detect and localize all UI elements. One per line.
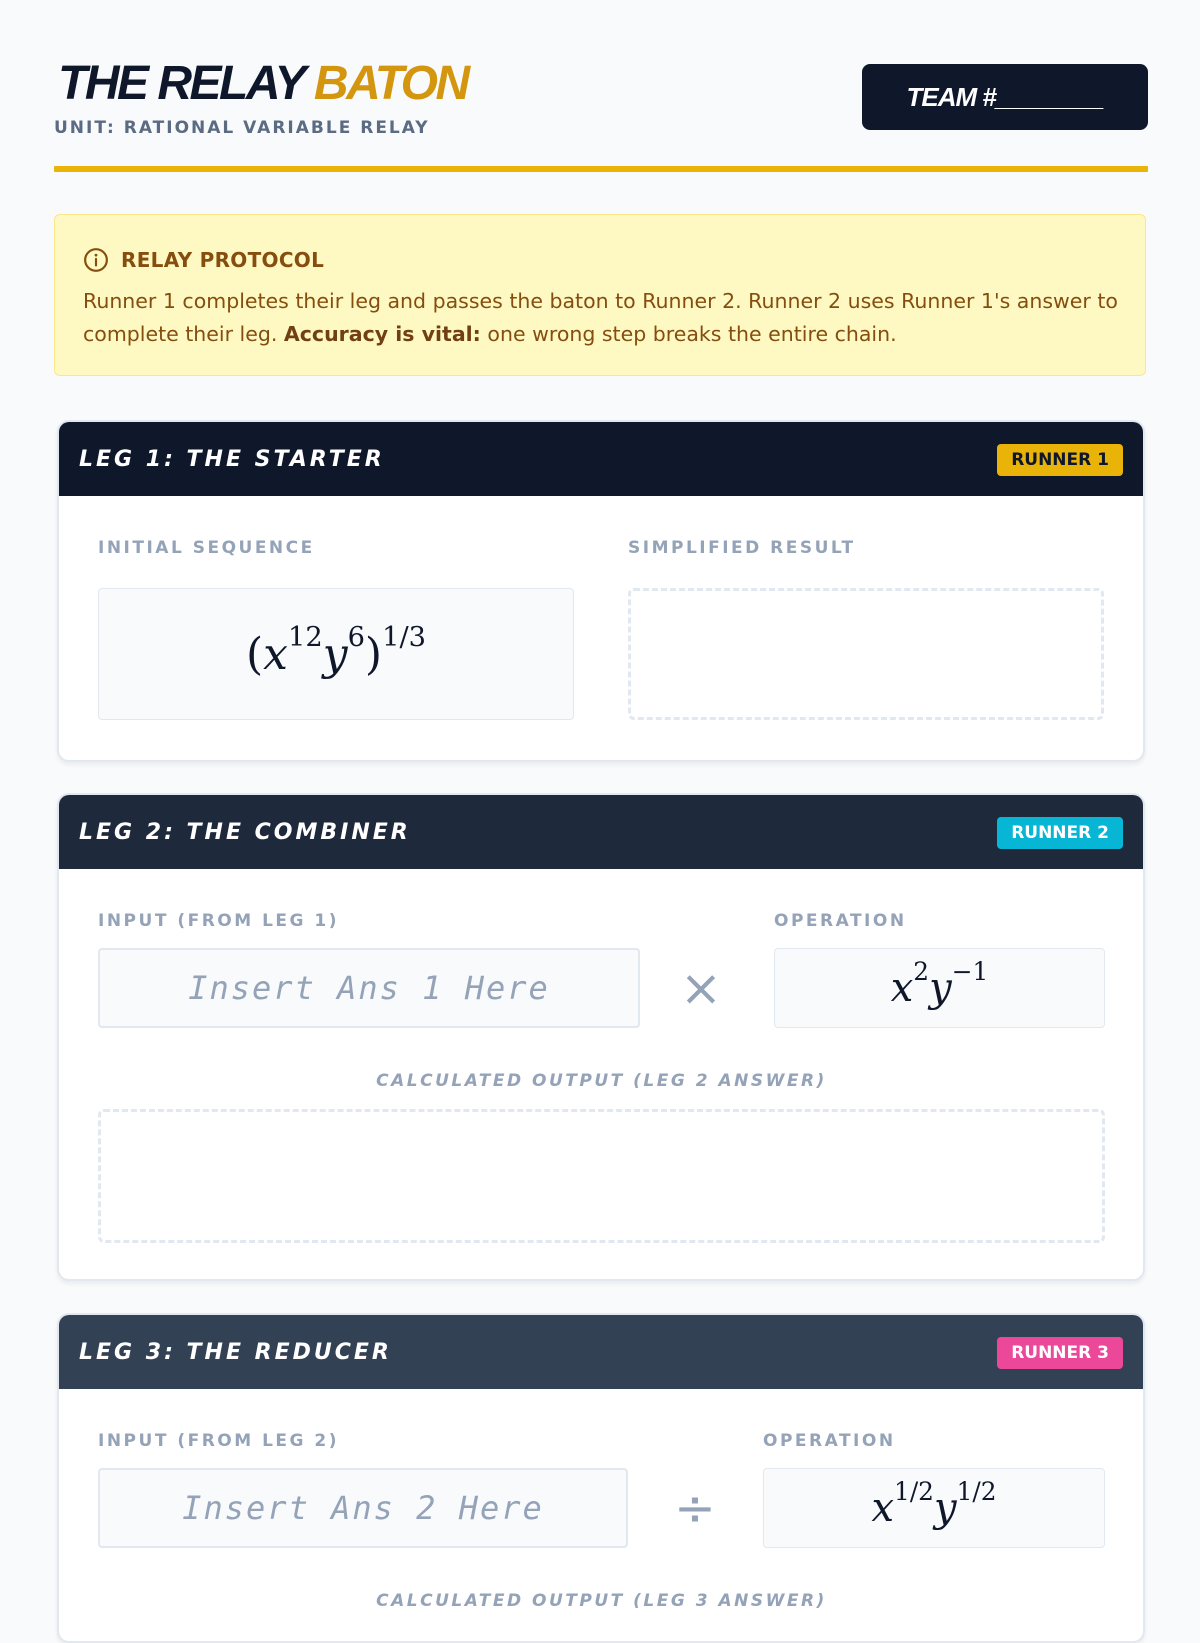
page-header [54, 56, 1148, 146]
unit-subtitle: UNIT: RATIONAL VARIABLE RELAY [54, 118, 430, 138]
divide-icon: ÷ [674, 1479, 716, 1537]
initial-expression: $(x^{12}y^6)^{1/3}$ [246, 621, 426, 680]
leg-3-operation-label: OPERATION [763, 1431, 896, 1451]
leg-3-operation-expression: $x^{1/2}y^{1/2}$ [871, 1476, 997, 1531]
leg-3-output-label: CALCULATED OUTPUT (LEG 3 ANSWER) [376, 1591, 827, 1611]
multiply-icon: × [680, 959, 722, 1017]
simplified-result-label: SIMPLIFIED RESULT [628, 538, 856, 558]
initial-sequence-box [98, 588, 574, 720]
leg-2-output-box[interactable] [98, 1109, 1105, 1243]
leg-3-card [57, 1313, 1145, 1643]
runner-3-badge: RUNNER 3 [997, 1337, 1123, 1369]
notice-header [83, 247, 324, 273]
runner-1-badge: RUNNER 1 [997, 444, 1123, 476]
simplified-result-box[interactable] [628, 588, 1104, 720]
leg-2-operation-expression: $x^2y^{-1}$ [890, 956, 989, 1011]
leg-1-card [57, 420, 1145, 762]
title-accent: BATON [313, 57, 468, 110]
leg-3-operation-box [763, 1468, 1105, 1548]
leg-3-input-label: INPUT (FROM LEG 2) [98, 1431, 340, 1451]
leg-1-header [59, 422, 1143, 496]
leg-2-operation-box [774, 948, 1105, 1028]
leg-2-card [57, 793, 1145, 1281]
leg-2-title: LEG 2: THE COMBINER [79, 819, 411, 845]
header-divider [54, 166, 1148, 172]
runner-2-badge: RUNNER 2 [997, 817, 1123, 849]
leg-2-operation-label: OPERATION [774, 911, 907, 931]
leg-2-answer-input[interactable] [98, 948, 640, 1028]
notice-text-1: Runner 1 completes their leg and passes the baton to Runner 2. Runner 2 uses Runner 1's answer to complete their leg. [83, 289, 1118, 346]
notice-text-2: one wrong step breaks the entire chain. [480, 322, 897, 346]
leg-3-answer-input[interactable] [98, 1468, 628, 1548]
leg-1-title: LEG 1: THE STARTER [79, 446, 385, 472]
leg-3-header [59, 1315, 1143, 1389]
leg-2-input-label: INPUT (FROM LEG 1) [98, 911, 340, 931]
notice-title: RELAY PROTOCOL [121, 248, 325, 272]
title-main: THE RELAY [58, 57, 314, 110]
notice-emphasis: Accuracy is vital: [283, 322, 481, 346]
leg-2-header [59, 795, 1143, 869]
initial-sequence-label: INITIAL SEQUENCE [98, 538, 315, 558]
relay-protocol-notice [54, 214, 1146, 376]
notice-body [83, 285, 1123, 351]
info-icon [83, 247, 109, 273]
leg-3-title: LEG 3: THE REDUCER [79, 1339, 392, 1365]
leg-2-output-label: CALCULATED OUTPUT (LEG 2 ANSWER) [376, 1071, 827, 1091]
page-title [58, 56, 468, 112]
team-number-field[interactable]: TEAM #________ [862, 64, 1148, 130]
